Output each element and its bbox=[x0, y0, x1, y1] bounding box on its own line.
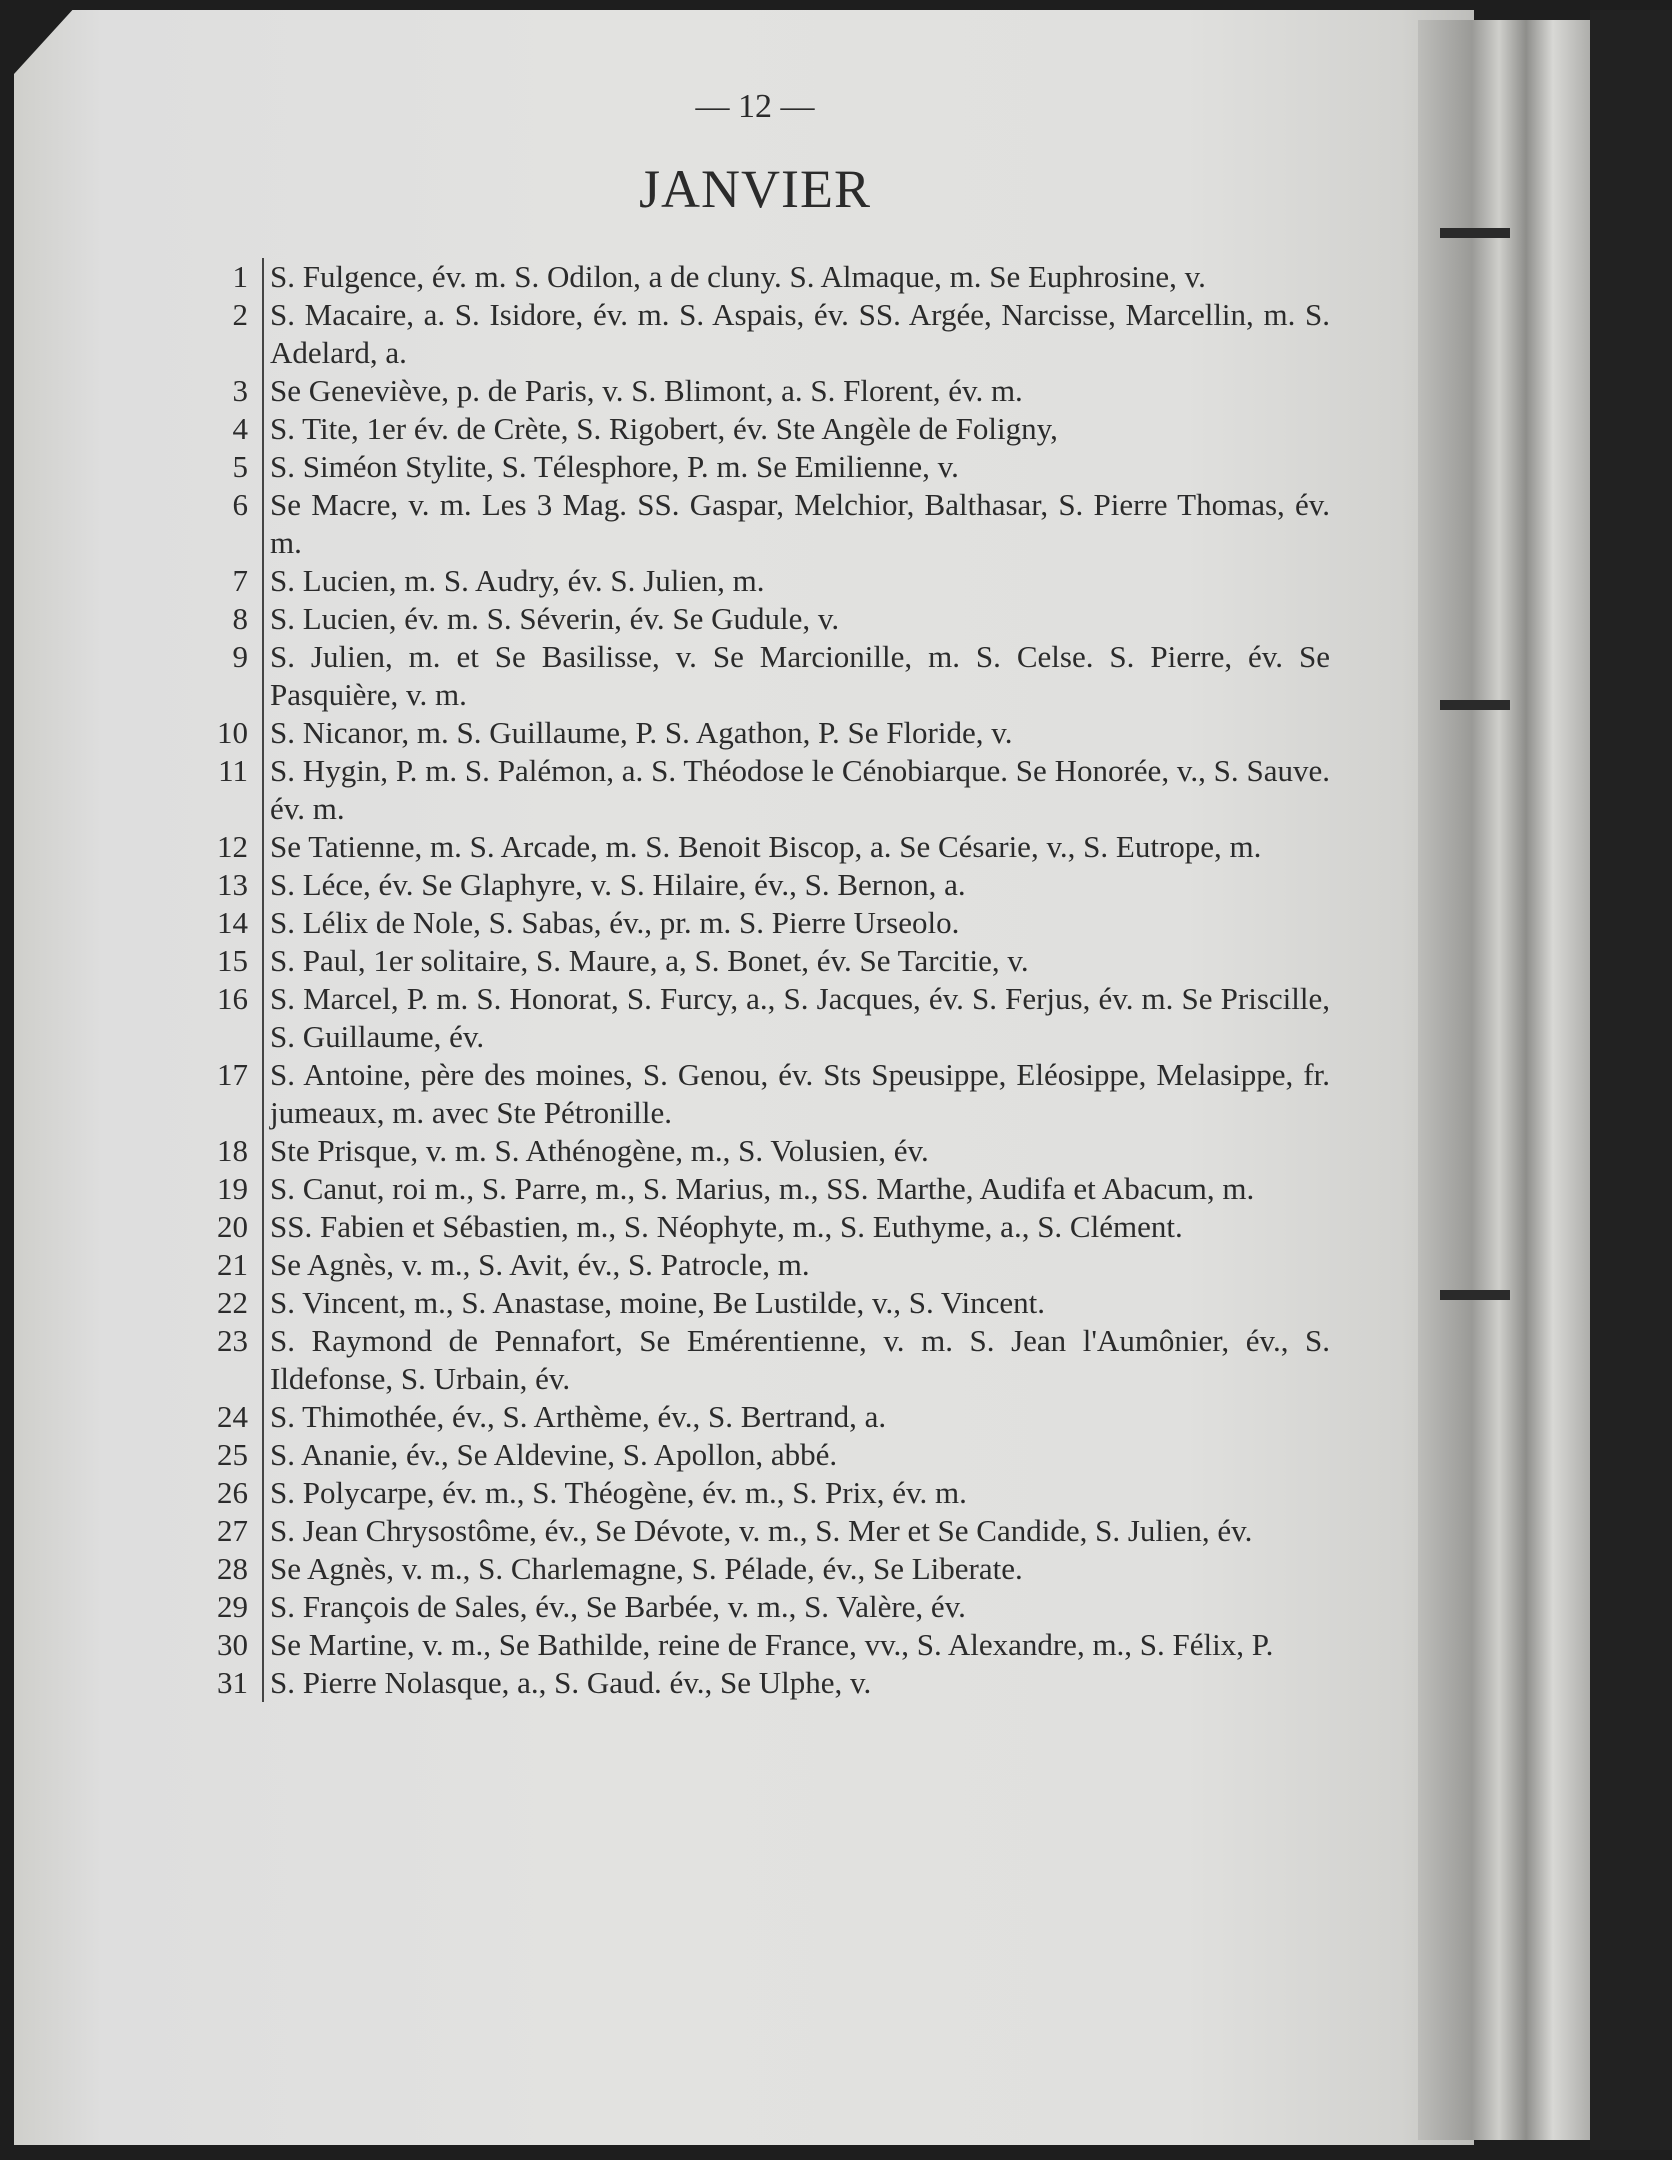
saints-of-day: S. Pierre Nolasque, a., S. Gaud. év., Se Ulphe, v. bbox=[262, 1664, 1330, 1702]
saints-of-day: S. Canut, roi m., S. Parre, m., S. Marius, m., SS. Marthe, Audifa et Abacum, m. bbox=[262, 1170, 1330, 1208]
calendar-entry bbox=[180, 1246, 1330, 1284]
day-number: 17 bbox=[217, 1057, 248, 1092]
calendar-entry bbox=[180, 1132, 1330, 1170]
saints-of-day: S. Vincent, m., S. Anastase, moine, Be Lustilde, v., S. Vincent. bbox=[262, 1284, 1330, 1322]
day-number: 21 bbox=[217, 1247, 248, 1282]
saints-of-day: S. Fulgence, év. m. S. Odilon, a de cluny. S. Almaque, m. Se Euphrosine, v. bbox=[262, 258, 1330, 296]
day-number: 27 bbox=[217, 1513, 248, 1548]
saints-of-day: S. Raymond de Pennafort, Se Emérentienne, v. m. S. Jean l'Aumônier, év., S. Ildefonse, S. Urbain, év. bbox=[262, 1322, 1330, 1398]
calendar-entry bbox=[180, 1550, 1330, 1588]
calendar-entry bbox=[180, 258, 1330, 296]
saints-of-day: Ste Prisque, v. m. S. Athénogène, m., S. Volusien, év. bbox=[262, 1132, 1330, 1170]
calendar-entry bbox=[180, 1474, 1330, 1512]
day-number: 13 bbox=[217, 867, 248, 902]
calendar-entry bbox=[180, 562, 1330, 600]
day-number: 23 bbox=[217, 1323, 248, 1358]
day-number: 3 bbox=[232, 373, 248, 408]
binding-stitch bbox=[1440, 1290, 1510, 1300]
day-number: 9 bbox=[232, 639, 248, 674]
calendar-entry bbox=[180, 1284, 1330, 1322]
calendar-entry bbox=[180, 600, 1330, 638]
day-number: 7 bbox=[232, 563, 248, 598]
saints-of-day: S. Ananie, év., Se Aldevine, S. Apollon, abbé. bbox=[262, 1436, 1330, 1474]
calendar-entry bbox=[180, 714, 1330, 752]
day-number: 28 bbox=[217, 1551, 248, 1586]
day-number: 25 bbox=[217, 1437, 248, 1472]
binding-stitch bbox=[1440, 700, 1510, 710]
saints-of-day: S. Lélix de Nole, S. Sabas, év., pr. m. S. Pierre Urseolo. bbox=[262, 904, 1330, 942]
day-number: 30 bbox=[217, 1627, 248, 1662]
day-number: 24 bbox=[217, 1399, 248, 1434]
saints-of-day: Se Agnès, v. m., S. Charlemagne, S. Pélade, év., Se Liberate. bbox=[262, 1550, 1330, 1588]
torn-binding-edge bbox=[1418, 20, 1598, 2140]
day-number: 16 bbox=[217, 981, 248, 1016]
day-number: 6 bbox=[232, 487, 248, 522]
calendar-entry bbox=[180, 1208, 1330, 1246]
binding-stitch bbox=[1440, 228, 1510, 238]
saints-of-day: S. Julien, m. et Se Basilisse, v. Se Marcionille, m. S. Celse. S. Pierre, év. Se Pasquière, v. m. bbox=[262, 638, 1330, 714]
day-number: 20 bbox=[217, 1209, 248, 1244]
saints-of-day: S. Lucien, m. S. Audry, év. S. Julien, m. bbox=[262, 562, 1330, 600]
day-number: 14 bbox=[217, 905, 248, 940]
saints-of-day: S. Léce, év. Se Glaphyre, v. S. Hilaire, év., S. Bernon, a. bbox=[262, 866, 1330, 904]
calendar-entry bbox=[180, 1626, 1330, 1664]
day-number: 29 bbox=[217, 1589, 248, 1624]
day-number: 26 bbox=[217, 1475, 248, 1510]
saints-of-day: S. Nicanor, m. S. Guillaume, P. S. Agathon, P. Se Floride, v. bbox=[262, 714, 1330, 752]
calendar-entry bbox=[180, 372, 1330, 410]
saints-of-day: SS. Fabien et Sébastien, m., S. Néophyte, m., S. Euthyme, a., S. Clément. bbox=[262, 1208, 1330, 1246]
saints-of-day: S. Macaire, a. S. Isidore, év. m. S. Aspais, év. SS. Argée, Narcisse, Marcellin, m. S. Adelard, a. bbox=[262, 296, 1330, 372]
saints-of-day: S. Antoine, père des moines, S. Genou, év. Sts Speusippe, Eléosippe, Melasippe, fr. jumeaux, m. avec Ste Pétronille. bbox=[262, 1056, 1330, 1132]
dark-background-edge bbox=[1590, 10, 1672, 2150]
day-number: 15 bbox=[217, 943, 248, 978]
saints-of-day: Se Martine, v. m., Se Bathilde, reine de France, vv., S. Alexandre, m., S. Félix, P. bbox=[262, 1626, 1330, 1664]
month-title: JANVIER bbox=[639, 159, 871, 219]
calendar-entry bbox=[180, 638, 1330, 714]
calendar-entry bbox=[180, 1056, 1330, 1132]
saints-of-day: S. Tite, 1er év. de Crète, S. Rigobert, év. Ste Angèle de Foligny, bbox=[262, 410, 1330, 448]
day-number: 5 bbox=[232, 449, 248, 484]
day-number: 11 bbox=[218, 753, 248, 788]
calendar-entry bbox=[180, 1322, 1330, 1398]
day-number: 18 bbox=[217, 1133, 248, 1168]
page-number: — 12 — bbox=[695, 88, 815, 125]
saints-of-day: S. Marcel, P. m. S. Honorat, S. Furcy, a., S. Jacques, év. S. Ferjus, év. m. Se Priscille, S. Guillaume, év. bbox=[262, 980, 1330, 1056]
day-number: 19 bbox=[217, 1171, 248, 1206]
day-number: 8 bbox=[232, 601, 248, 636]
day-number: 2 bbox=[232, 297, 248, 332]
saints-of-day: S. Jean Chrysostôme, év., Se Dévote, v. m., S. Mer et Se Candide, S. Julien, év. bbox=[262, 1512, 1330, 1550]
day-number: 31 bbox=[217, 1665, 248, 1700]
calendar-entry bbox=[180, 1398, 1330, 1436]
calendar-entry bbox=[180, 410, 1330, 448]
saints-of-day: Se Agnès, v. m., S. Avit, év., S. Patrocle, m. bbox=[262, 1246, 1330, 1284]
calendar-entry bbox=[180, 866, 1330, 904]
calendar-entry bbox=[180, 1170, 1330, 1208]
saints-of-day: S. François de Sales, év., Se Barbée, v. m., S. Valère, év. bbox=[262, 1588, 1330, 1626]
day-number: 4 bbox=[232, 411, 248, 446]
calendar-entry bbox=[180, 1512, 1330, 1550]
saints-of-day: Se Geneviève, p. de Paris, v. S. Blimont, a. S. Florent, év. m. bbox=[262, 372, 1330, 410]
saints-of-day: S. Lucien, év. m. S. Séverin, év. Se Gudule, v. bbox=[262, 600, 1330, 638]
calendar-entry bbox=[180, 296, 1330, 372]
day-number: 22 bbox=[217, 1285, 248, 1320]
saints-of-day: S. Siméon Stylite, S. Télesphore, P. m. Se Emilienne, v. bbox=[262, 448, 1330, 486]
day-number: 10 bbox=[217, 715, 248, 750]
calendar-entry bbox=[180, 486, 1330, 562]
calendar-entry bbox=[180, 980, 1330, 1056]
calendar-entry bbox=[180, 1664, 1330, 1702]
saints-of-day: S. Hygin, P. m. S. Palémon, a. S. Théodose le Cénobiarque. Se Honorée, v., S. Sauve. év. m. bbox=[262, 752, 1330, 828]
day-number: 12 bbox=[217, 829, 248, 864]
saints-of-day: S. Thimothée, év., S. Arthème, év., S. Bertrand, a. bbox=[262, 1398, 1330, 1436]
calendar-entry bbox=[180, 448, 1330, 486]
calendar-entry bbox=[180, 1436, 1330, 1474]
calendar-entry bbox=[180, 904, 1330, 942]
saints-calendar-list bbox=[180, 258, 1330, 1702]
saints-of-day: S. Polycarpe, év. m., S. Théogène, év. m., S. Prix, év. m. bbox=[262, 1474, 1330, 1512]
calendar-entry bbox=[180, 828, 1330, 866]
saints-of-day: S. Paul, 1er solitaire, S. Maure, a, S. Bonet, év. Se Tarcitie, v. bbox=[262, 942, 1330, 980]
calendar-entry bbox=[180, 1588, 1330, 1626]
calendar-entry bbox=[180, 752, 1330, 828]
calendar-entry bbox=[180, 942, 1330, 980]
day-number: 1 bbox=[232, 259, 248, 294]
saints-of-day: Se Macre, v. m. Les 3 Mag. SS. Gaspar, Melchior, Balthasar, S. Pierre Thomas, év. m. bbox=[262, 486, 1330, 562]
saints-of-day: Se Tatienne, m. S. Arcade, m. S. Benoit Biscop, a. Se Césarie, v., S. Eutrope, m. bbox=[262, 828, 1330, 866]
